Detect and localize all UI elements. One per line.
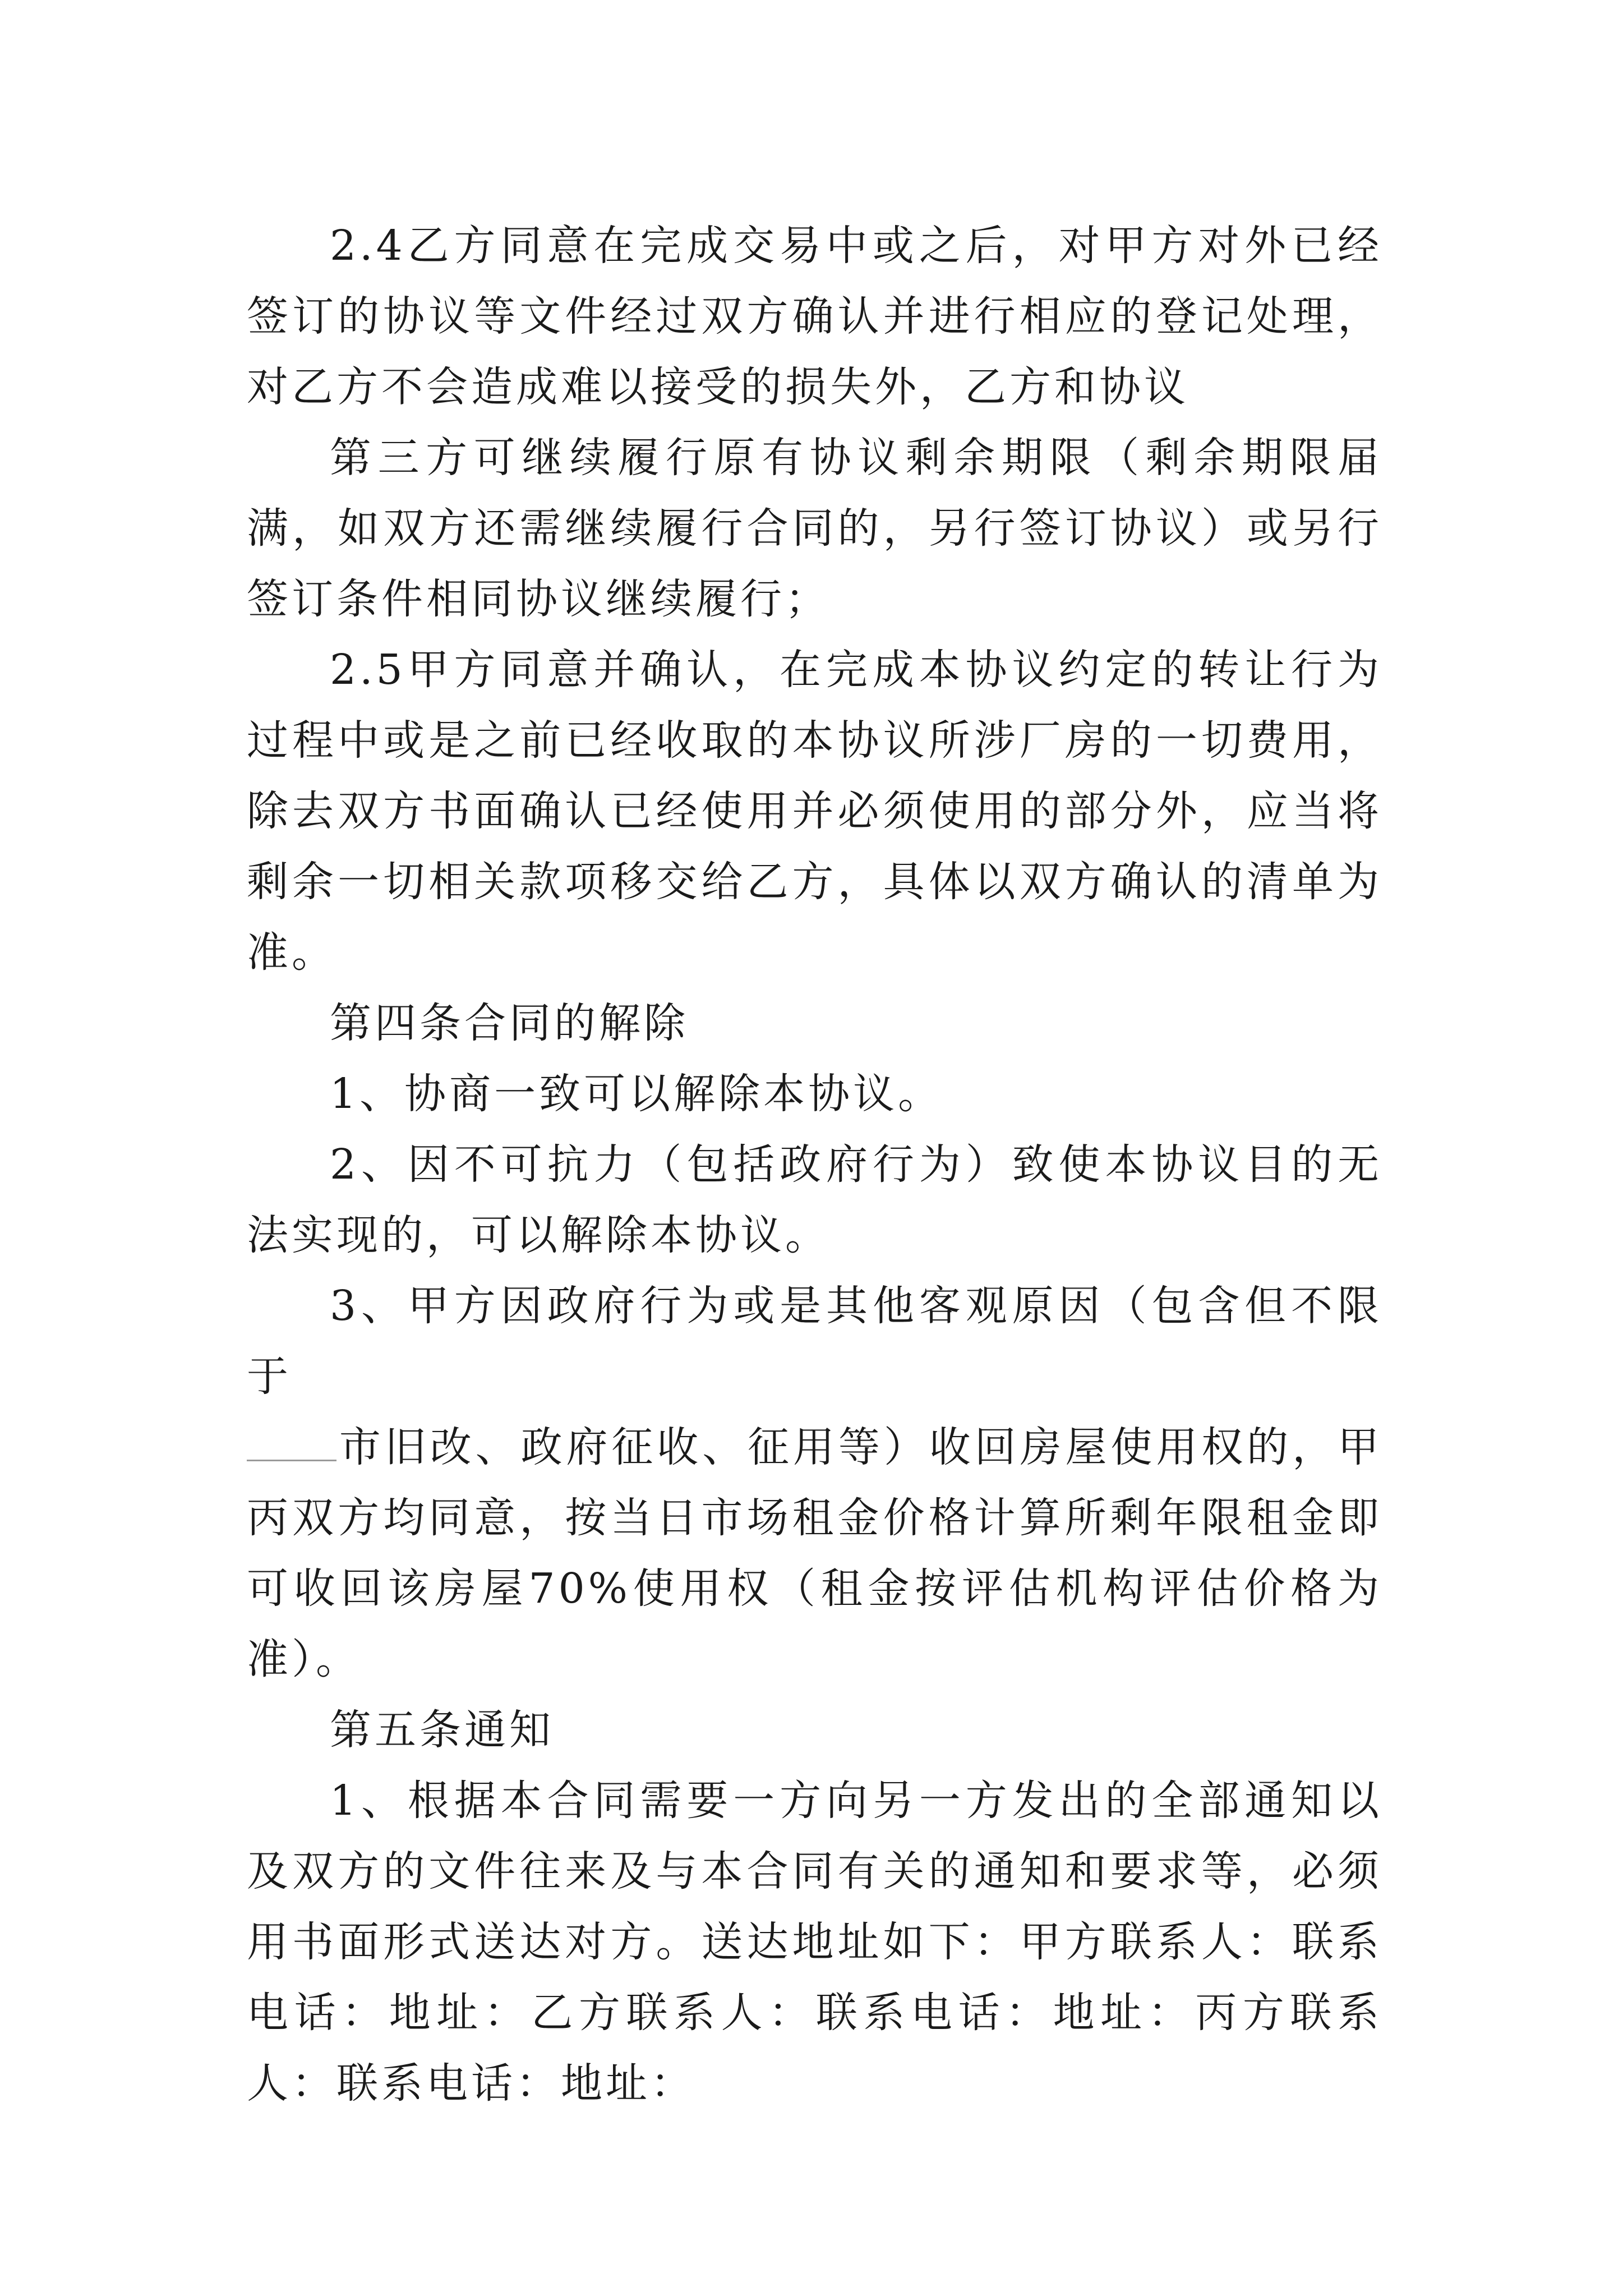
section-heading-notice: 第五条通知 [330, 1706, 554, 1754]
blank-fill-line [247, 1426, 336, 1461]
notice-item-1: 1、根据本合同需要一方向另一方发出的全部通知以及双方的文件往来及与本合同有关的通知和要求等，必须用书面形式送达对方。送达地址如下：甲方联系人：联系电话：地址：乙方联系人：联系电话：地址：丙方联系人：联系电话：地址： [247, 1777, 1382, 2108]
section-heading-termination: 第四条合同的解除 [330, 999, 689, 1047]
termination-item-3: 3、甲方因政府行为或是其他客观原因（包含但不限于 [247, 1282, 1382, 1401]
paragraph-third-party: 第三方可继续履行原有协议剩余期限（剩余期限届满，如双方还需继续履行合同的，另行签订协议）或另行签订条件相同协议继续履行； [247, 434, 1382, 623]
termination-item-3-continued [247, 1412, 1382, 1695]
paragraph-2-5: 2.5甲方同意并确认，在完成本协议约定的转让行为过程中或是之前已经收取的本协议所涉厂房的一切费用，除去双方书面确认已经使用并必须使用的部分外，应当将剩余一切相关款项移交给乙方，具体以双方确认的清单为准。 [247, 646, 1382, 977]
termination-item-1: 1、协商一致可以解除本协议。 [330, 1070, 943, 1118]
termination-item-3-continued-text: 市旧改、政府征收、征用等）收回房屋使用权的，甲丙双方均同意，按当日市场租金价格计算所剩年限租金即可收回该房屋70%使用权（租金按评估机构评估价格为准）。 [247, 1423, 1382, 1683]
paragraph-2-4: 2.4乙方同意在完成交易中或之后，对甲方对外已经签订的协议等文件经过双方确认并进行相应的登记处理，对乙方不会造成难以接受的损失外，乙方和协议 [247, 222, 1382, 411]
document-body [247, 210, 1382, 2119]
termination-item-2: 2、因不可抗力（包括政府行为）致使本协议目的无法实现的，可以解除本协议。 [247, 1140, 1382, 1259]
